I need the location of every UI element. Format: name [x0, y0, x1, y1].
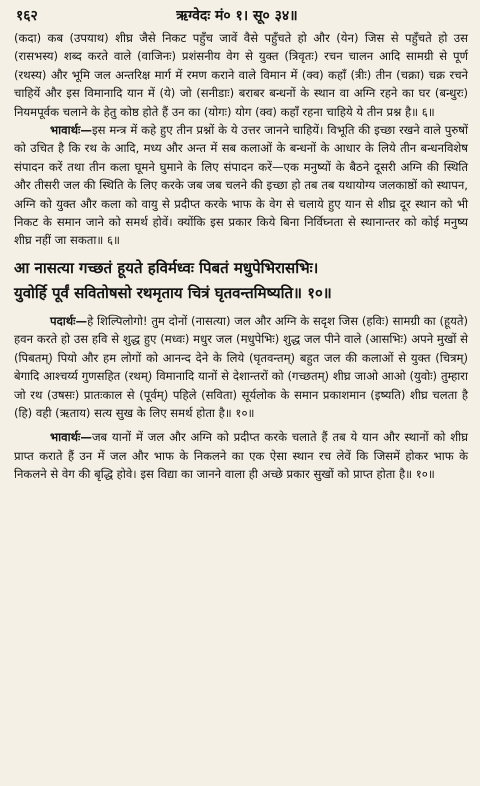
bhavartha-text: इस मन्त्र में कहे हुए तीन प्रश्नों के ये उत्तर जानने चाहियें। विभूति की इच्छा रखने वाले पुरुषों को उचित है कि रथ के आदि, मध्य और अन्त में सब कलाओं के बन्धनों के आधार के लिये तीन बन्धनविशेष संपादन करें तथा तीन कला घूमने घुमाने के लिए संपादन करें—एक मनुष्यों के बैठने दूसरी अग्नि की स्थिति और तीसरी जल की स्थिति के लिए करके जब जब चलने की इच्छा हो तब तब यथायोग्य जलकाष्ठों को स्थापन, अग्नि को युक्त और कला को वायु से प्रदीप्त करके भाफ के वेग से चलाये हुए यान से शीघ्र दूर स्थान को भी निकट के समान जाने को समर्थ होवें। क्योंकि इस प्रकार किये बिना निर्विघ्नता से स्थानान्तर को कोई मनुष्य शीघ्र नहीं जा सकता॥ ६॥	[14, 123, 468, 248]
bhavartha-label: भावार्थः—	[50, 123, 92, 138]
bhavartha-paragraph-1	[14, 121, 468, 250]
bhavartha-paragraph-2	[14, 428, 468, 483]
page-header	[16, 6, 466, 25]
page-number: १६२	[16, 8, 38, 24]
intro-paragraph: (कदा) कब (उपयाथ) शीघ्र जैसे निकट पहुँच जावें वैसे पहुँचते हो और (येन) जिस से पहुँचते हो उस (रासभस्य) शब्द करते वाले (वाजिनः) प्रशंसनीय वेग से युक्त (त्रिवृतः) रचन चालन आदि सामग्री से पूर्ण (रथस्य) और भूमि जल अन्तरिक्ष मार्ग में रमण कराने वाले विमान में (क्व) कहाँ (त्रीः) तीन (चक्रा) चक्र रचने चाहियें और इस विमानादि यान में (ये) जो (सनीडाः) बराबर बन्धनों के स्थान वा अग्नि रहने का घर (बन्धुरः) नियमपूर्वक चलाने के हेतु कोष्ठ होते हैं उन का (योगः) योग (क्व) कहाँ रहना चाहिये ये तीन प्रश्न है॥ ६॥	[14, 31, 468, 119]
running-title: ऋग्वेदः मं० १। सू० ३४॥	[176, 8, 298, 24]
mantra-verse	[14, 256, 468, 306]
padartha-paragraph	[14, 312, 468, 422]
bhavartha-text: जब यानों में जल और अग्नि को प्रदीप्त करके चलाते हैं तब ये यान और स्थानों को शीघ्र प्राप्त कराते हैं उन में जल और भाफ के निकलने का एक ऐसा स्थान रच लेवें कि जिसमें होकर भाफ के निकलने से वेग की बृद्धि होवे। इस विद्या का जानने वाला ही अच्छे प्रकार सुखों को प्राप्त होता है॥ १०॥	[14, 430, 468, 482]
padartha-text: हे शिल्पिलोगो! तुम दोनों (नासत्या) जल और अग्नि के सदृश जिस (हविः) सामग्री का (हूयते) हवन करते हो उस हवि से शुद्ध हुए (मध्वः) मधुर जल (मधुपेभिः) शुद्ध जल पीने वाले (आसभिः) अपने मुखों से (पिबतम्) पियो और हम लोगों को आनन्द देने के लिये (घृतवन्तम्) बहुत जल की कलाओं से युक्त (चित्रम्) बेगादि आश्चर्य्य गुणसहित (रथम्) विमानादि यानों से देशान्तरों को (गच्छतम्) शीघ्र जाओ आओ (युवोः) तुम्हारा जो रथ (उषसः) प्रातःकाल से (पूर्वम्) पहिले (सविता) सूर्यलोक के समान प्रकाशमान (इष्यति) शीघ्र चलता है (हि) वही (ऋताय) सत्य सुख के लिए समर्थ होता है॥ १०॥	[14, 313, 468, 420]
mantra-line-1: आ नासत्या गच्छतं हूयते हविर्मध्वः पिबतं मधुपेभिरासभिः।	[14, 258, 319, 277]
bhavartha-label: भावार्थः—	[50, 430, 92, 445]
mantra-line-2: युवोर्हि पूर्वं सवितोषसो रथमृताय चित्रं घृतवन्तमिष्यति॥ १०॥	[14, 283, 332, 302]
padartha-label: पदार्थः—	[50, 313, 88, 328]
